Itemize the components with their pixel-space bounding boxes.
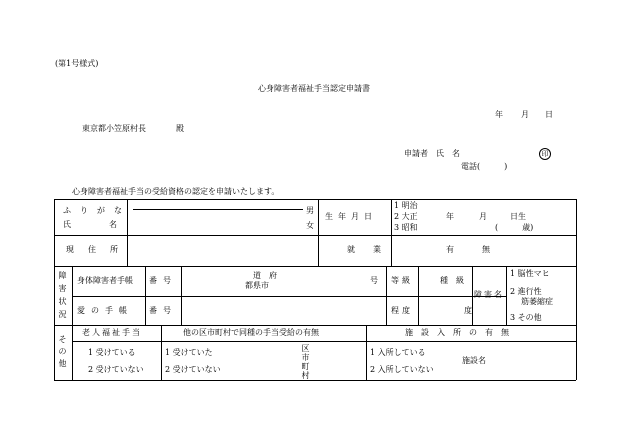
birthdate-label: 生年月日	[325, 212, 377, 221]
facility-name-label: 施設名	[462, 356, 486, 365]
birth-year-label: 年	[446, 212, 454, 221]
other-municipality-header: 他の区市町村で同種の手当受給の有無	[183, 328, 319, 337]
facility-header: 施設入所の有無	[405, 328, 517, 337]
birth-month-label: 月	[479, 212, 487, 221]
elderly-allowance-header: 老人福祉手当	[82, 328, 142, 337]
era-showa: 3 昭和	[394, 223, 418, 232]
received-option: 1 受けていた	[165, 348, 213, 357]
disability-status-label: 障害状況	[58, 271, 67, 319]
date-year-label: 年	[495, 110, 503, 119]
seal-mark: 印	[539, 148, 551, 160]
grade-suffix: 種 級	[440, 276, 464, 285]
page-title: 心身障害者福祉手当認定申請書	[258, 84, 370, 93]
prefecture-line1: 道 府	[253, 271, 277, 280]
birth-day-label: 日生	[510, 212, 526, 221]
not-in-facility-option: 2 入所していない	[370, 365, 434, 374]
care-handbook-label: 愛の手帳	[77, 306, 133, 315]
date-month-label: 月	[521, 110, 529, 119]
disease-muscular-line1: 2 進行性	[510, 287, 542, 296]
form-number: (第1号様式)	[55, 59, 99, 68]
date-day-label: 日	[545, 110, 553, 119]
prefecture-line2: 都県市	[245, 281, 269, 290]
address-label: 現住所	[66, 245, 132, 254]
application-statement: 心身障害者福祉手当の受給資格の認定を申請いたします。	[72, 187, 280, 196]
care-number-label: 番号	[149, 306, 177, 315]
employment-value: 有 無	[446, 245, 494, 254]
applicant-label: 申請者	[404, 149, 428, 158]
gender-female: 女	[306, 221, 314, 230]
degree-suffix: 度	[464, 306, 472, 315]
name-label: 氏名	[63, 220, 155, 229]
disability-name-label: 障害名	[474, 290, 504, 299]
era-meiji: 1 明治	[394, 201, 418, 210]
receiving-option: 1 受けている	[88, 348, 136, 357]
employment-label: 就業	[347, 245, 399, 254]
disease-muscular-line2: 筋萎縮症	[521, 297, 553, 306]
in-facility-option: 1 入所している	[370, 348, 426, 357]
disease-cerebral-palsy: 1 脳性マヒ	[510, 269, 550, 278]
furigana-label: ふりがな	[63, 206, 131, 215]
applicant-name-label: 氏 名	[436, 149, 460, 158]
number-suffix: 号	[370, 276, 378, 285]
honorific: 殿	[176, 124, 184, 133]
other-label: その他	[58, 335, 67, 368]
disease-other: 3 その他	[510, 313, 542, 322]
municipality-types: 区市町村	[301, 344, 310, 380]
era-taisho: 2 大正	[394, 212, 418, 221]
phone-label: 電話( )	[461, 162, 508, 171]
not-receiving-option: 2 受けていない	[88, 365, 144, 374]
degree-label: 程度	[391, 306, 413, 315]
physical-number-label: 番号	[149, 276, 177, 285]
physical-handbook-label: 身体障害者手帳	[77, 276, 133, 285]
age-label: ( 歳)	[495, 223, 534, 232]
addressee: 東京都小笠原村長	[82, 124, 146, 133]
grade-label: 等級	[391, 276, 413, 285]
gender-male: 男	[306, 206, 314, 215]
not-received-option: 2 受けていない	[165, 365, 221, 374]
